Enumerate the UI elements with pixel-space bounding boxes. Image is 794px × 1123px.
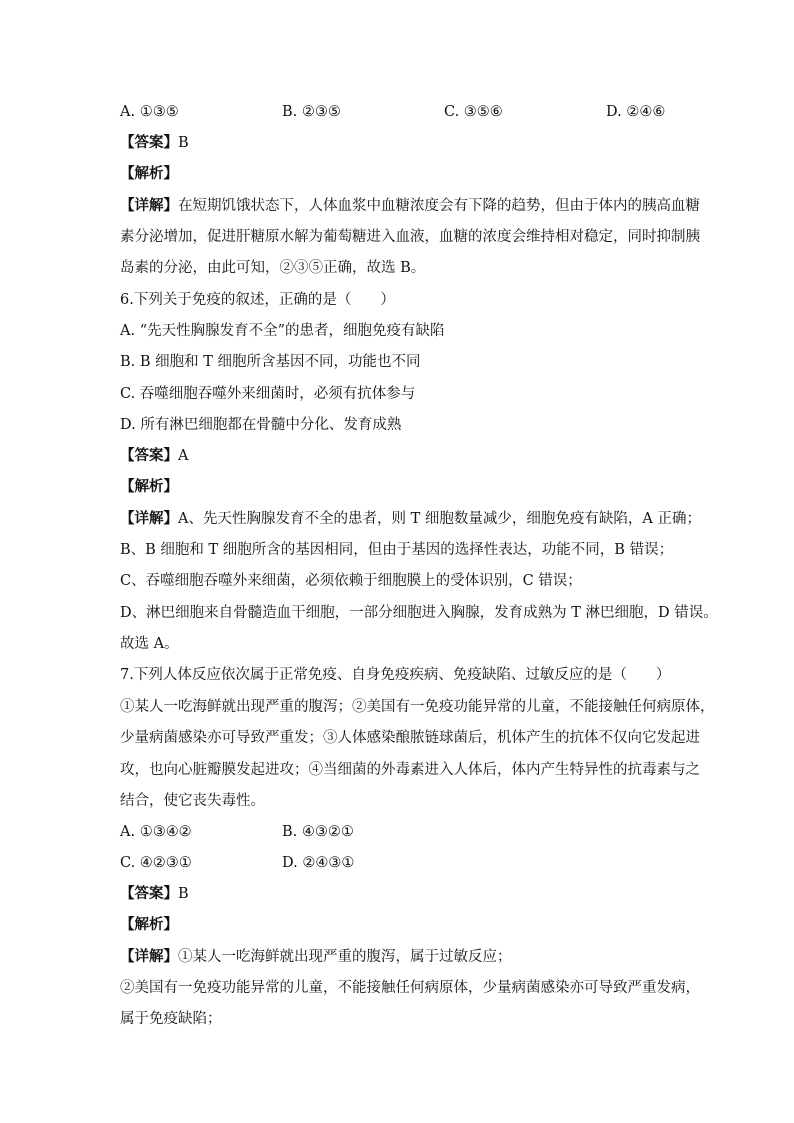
q5-detail-line: 素分泌增加，促进肝糖原水解为葡萄糖进入血液，血糖的浓度会维持相对稳定，同时抑制胰	[120, 229, 700, 245]
q7-option-b: B. ④③②①	[282, 824, 354, 840]
q6-option-c: C. 吞噬细胞吞噬外来细菌时，必须有抗体参与	[120, 386, 416, 402]
answer-tag: 【答案】	[120, 134, 178, 151]
q6-detail-line: B、B 细胞和 T 细胞所含的基因相同，但由于基因的选择性表达，功能不同，B 错误；	[120, 542, 674, 558]
q5-detail-line	[120, 196, 700, 216]
detail-text: 在短期饥饿状态下，人体血浆中血糖浓度会有下降的趋势，但由于体内的胰高血糖	[178, 198, 700, 214]
answer-tag: 【答案】	[120, 447, 178, 464]
answer-tag: 【答案】	[120, 885, 178, 902]
q5-option-d: D. ②④⑥	[606, 104, 666, 120]
q6-analysis-tag: 【解析】	[120, 478, 178, 495]
q6-option-d: D. 所有淋巴细胞都在骨髓中分化、发育成熟	[120, 417, 402, 433]
q6-detail-line: 故选 A。	[120, 636, 179, 652]
q6-answer	[120, 446, 188, 466]
q6-stem: 6.下列关于免疫的叙述，正确的是（ ）	[120, 292, 395, 308]
q7-option-d: D. ②④③①	[282, 855, 355, 871]
q5-answer	[120, 133, 189, 153]
detail-tag: 【详解】	[120, 197, 178, 214]
q7-detail-line: 属于免疫缺陷；	[120, 1011, 222, 1027]
q5-analysis-tag: 【解析】	[120, 165, 178, 182]
q6-option-a: A. “先天性胸腺发育不全”的患者，细胞免疫有缺陷	[120, 323, 445, 339]
q7-analysis-tag: 【解析】	[120, 916, 178, 933]
q5-option-a: A. ①③⑤	[120, 104, 179, 120]
detail-text: ①某人一吃海鲜就出现严重的腹泻，属于过敏反应；	[178, 949, 512, 965]
q5-option-b: B. ②③⑤	[282, 104, 341, 120]
detail-text: A、先天性胸腺发育不全的患者，则 T 细胞数量减少，细胞免疫有缺陷，A 正确；	[178, 511, 701, 527]
q5-option-c: C. ③⑤⑥	[444, 104, 503, 120]
q7-detail-line: ②美国有一免疫功能异常的儿童，不能接触任何病原体，少量病菌感染亦可导致严重发病，	[120, 980, 700, 996]
q7-body-line: 少量病菌感染亦可导致严重发；③人体感染酿脓链球菌后，机体产生的抗体不仅向它发起进	[120, 730, 700, 746]
q7-option-c: C. ④②③①	[120, 855, 192, 871]
q7-stem: 7.下列人体反应依次属于正常免疫、自身免疫疾病、免疫缺陷、过敏反应的是（ ）	[120, 667, 671, 683]
q6-detail-line	[120, 509, 701, 529]
answer-value: B	[178, 135, 189, 151]
q7-answer	[120, 884, 189, 904]
q6-option-b: B. B 细胞和 T 细胞所含基因不同，功能也不同	[120, 354, 421, 370]
q7-body-line: 攻，也向心脏瓣膜发起进攻；④当细菌的外毒素进入人体后，体内产生特异性的抗毒素与之	[120, 762, 700, 778]
q6-detail-line: D、淋巴细胞来自骨髓造血干细胞，一部分细胞进入胸腺，发育成熟为 T 淋巴细胞，D 错误。	[120, 605, 718, 621]
q7-body-line: ①某人一吃海鲜就出现严重的腹泻；②美国有一免疫功能异常的儿童，不能接触任何病原体，	[120, 699, 715, 715]
q7-detail-line	[120, 947, 512, 967]
q6-detail-line: C、吞噬细胞吞噬外来细菌，必须依赖于细胞膜上的受体识别，C 错误；	[120, 573, 582, 589]
q5-detail-line: 岛素的分泌，由此可知，②③⑤正确，故选 B。	[120, 260, 426, 276]
answer-value: A	[178, 448, 189, 464]
q7-body-line: 结合，使它丧失毒性。	[120, 793, 265, 809]
detail-tag: 【详解】	[120, 510, 178, 527]
detail-tag: 【详解】	[120, 948, 178, 965]
answer-value: B	[178, 886, 189, 902]
q7-option-a: A. ①③④②	[120, 824, 192, 840]
